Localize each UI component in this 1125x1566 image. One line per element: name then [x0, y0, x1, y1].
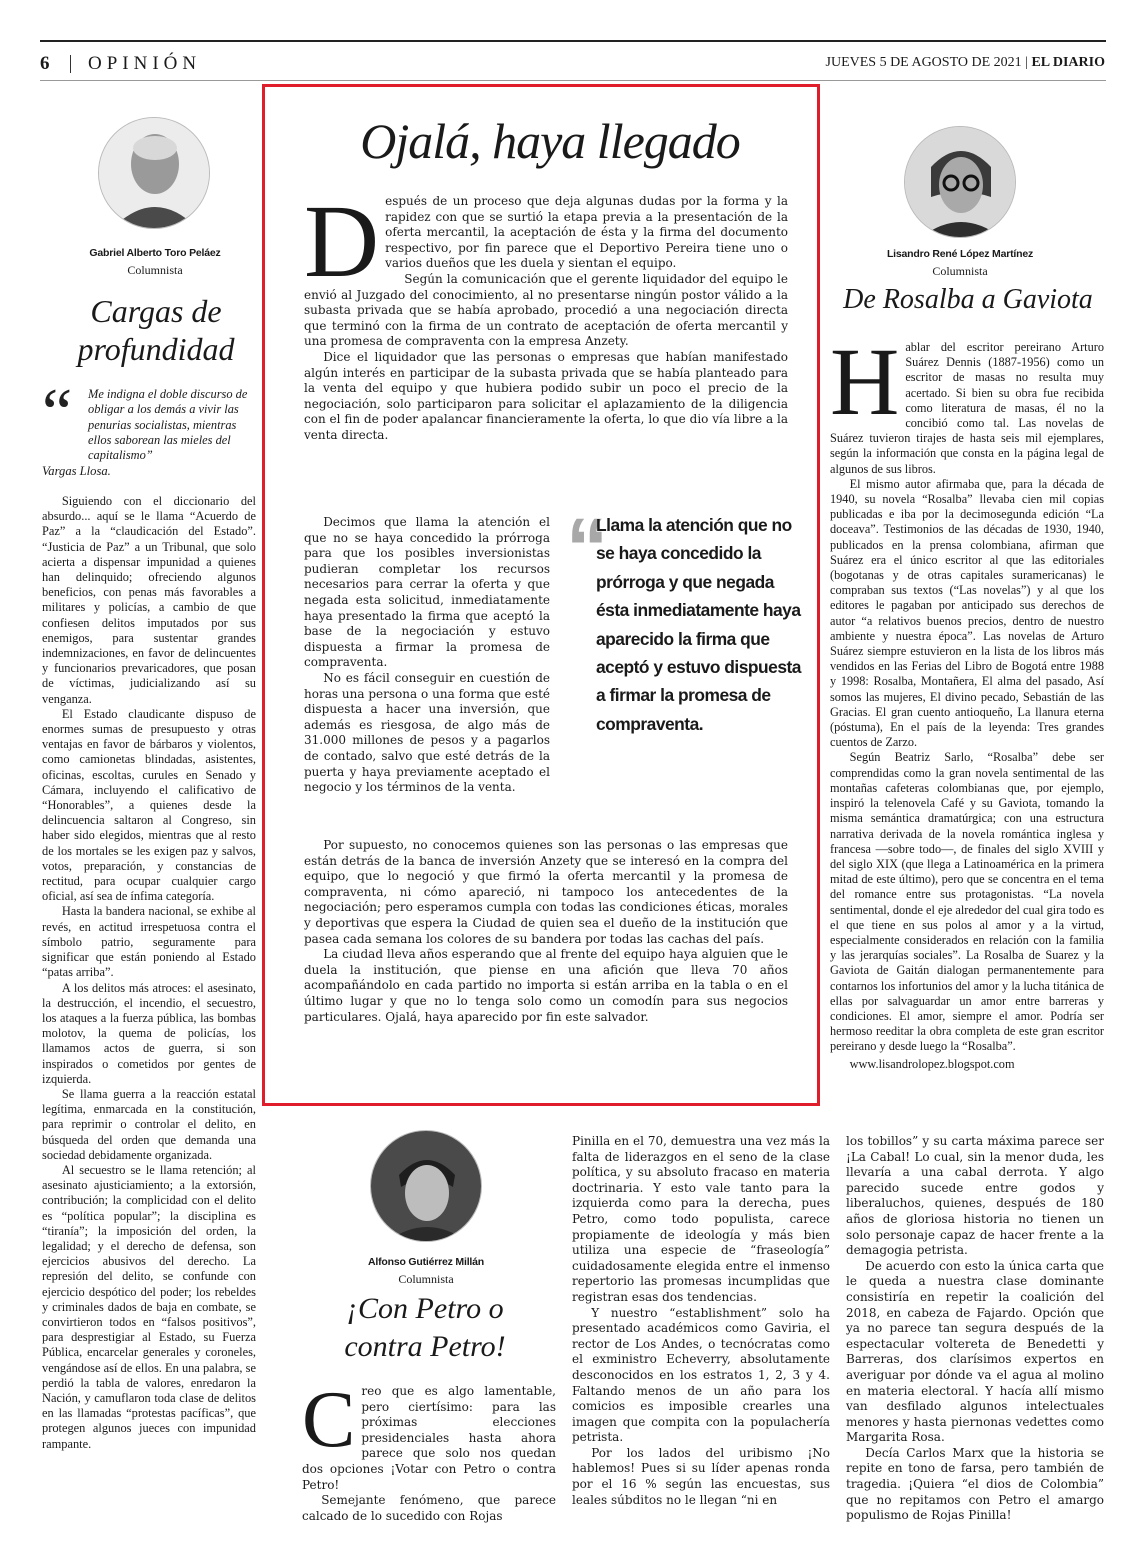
bottom-paragraph: Y nuestro “establishment” solo ha presentado académicos como Gaviria, el rector de Los Andes, o tecnócratas como el exministro Echeverry, absolutamente desconocidos en los estratos 1, 2, 3 y 4. Faltando menos de un año para los comicios es imposible crearles una imagen que compita con la populachería petrista. — [572, 1305, 830, 1445]
right-paragraph: Según Beatriz Sarlo, “Rosalba” debe ser comprendidas como la gran novela sentimental de las montañas cafeteras colombianas que, por ejemplo, inspiró la telenovela Café y su Gaviota, tomando la misma semántica dramatúrgica; con una estructura narrativa derivada de la novela romántica inglesa y francesa —sobre todo—, de finales del siglo XVIII y del siglo XIX (que llega a Latinoamérica en la primera mitad de este último), pero que se concentra en el tema del romance entre sus protagonistas. “La novela sentimental, donde el eje alrededor del cual gira todo es el que tiene en sus polos al amor y a la virtud, especialmente considerados en relación con la familia y las jerarquías sociales”. La Rosalba de Suarez y la Gaviota de Gaitán dialogan permanentemente para contarnos los infortunios del amor y la lucha titánica de ellas por salvaguardar un amor entre barreras y condiciones. El amor, siempre el amor. Podría ser hermoso reeditar la obra completa de este gran escritor pereirano y desde luego la “Rosalba”. — [830, 750, 1104, 1054]
epigraph-quote-icon: “ — [42, 374, 73, 450]
bottom-col-1 — [302, 1376, 556, 1524]
bottom-paragraph: Por los lados del uribismo ¡No hablemos! Pues si su líder apenas ronda por el 16 % según las encuestas, sus leales súbditos no le llegan “ni en — [572, 1445, 830, 1507]
main-paragraph: Según la comunicación que el gerente liquidador del equipo le envió al Juzgado del conocimiento, al no presentarse ningún postor válido a la subasta privada que se había aprobado, procedió a una negociación directa que terminó con la firma de un contrato de aceptación de oferta mercantil y una promesa de compraventa con la empresa Anzety. — [304, 271, 788, 349]
bottom-dropcap: C — [302, 1376, 356, 1464]
column-title-gutierrez — [300, 1290, 550, 1366]
bottom-col-2 — [572, 1134, 830, 1508]
bottom-paragraph: Pinilla en el 70, demuestra una vez más la falta de liderazgos en el seno de la clase política, y su absoluto fracaso en materia doctrinaria. Y esto vale tanto para la izquierda como para la derecha, pues Petro, como todo populista, carece propiamente de ideología y más bien utiliza una especie de “fraseología” cuidadosamente elegida entre el inmenso repertorio las promesas incumplidas que registran esas dos tendencias. — [572, 1134, 830, 1304]
portrait-icon — [905, 127, 1016, 238]
pull-quote-icon: “ — [566, 501, 608, 595]
header-rule — [40, 80, 1106, 81]
main-article-top — [304, 184, 788, 444]
author-role-lopez: Columnista — [932, 264, 988, 278]
column-title-toro: Cargas de profundidad — [77, 293, 235, 367]
left-paragraph: A los delitos más atroces: el asesinato, la destrucción, el incendio, el secuestro, los ataques a la fuerza pública, las bombas molotov, la quema de policías, los llamamos actos de guerra, si son inspirados o cometidos por gentes de izquierda. — [42, 980, 256, 1086]
main-article-title: Ojalá, haya llegado — [360, 113, 740, 169]
author-photo-lopez — [904, 126, 1016, 238]
pull-quote: Llama la atención que no se haya concedido la prórroga y que negada ésta inmediatamente haya aparecido la firma que aceptó y estuvo dispuesta a firmar la promesa de compraventa. — [596, 515, 801, 734]
left-paragraph: Al secuestro se le llama retención; al asesinato ajusticiamiento; a la extorsión, contribución; la complicidad con el delito es “política popular”; la disciplina es “tiranía”; la imposición del orden, la legalidad; y el derecho de defensa, son ejercicios abusivos del derecho. La represión del delito, se confunde con ejercicio despótico del poder; los rebeldes y criminales dados de baja en combate, se convirtieron todos en “falsos positivos”, para desprestigiar al Estado, su Fuerza Pública, encarcelar generales y coroneles, vengándose así de ellos. En una palabra, se perdió la tabla de valores, enredaron la Nación, y camuflaron toda clase de delitos en las llamadas “protestas pacíficas”, que protegen algunos jueces con impunidad rampante. — [42, 1162, 256, 1451]
author-photo-toro — [98, 117, 210, 229]
author-name-gutierrez: Alfonso Gutiérrez Millán — [368, 1256, 484, 1268]
author-photo-gutierrez — [370, 1130, 482, 1242]
main-paragraph: Por supuesto, no conocemos quienes son las personas o las empresas que están detrás de la banca de inversión Anzety que se interesó en la compra del equipo, que lo negoció y que firmó la oferta mercantil y la promesa de compraventa, ni cómo apareció, ni tampoco los antecedentes de la negociación; pero esperamos cumpla con todas las condiciones éticas, morales y deportivas que espera la Ciudad de quien sea el dueño de la institución que pasea cada semana los colores de su bandera por todas las cachas del país. — [304, 838, 788, 946]
right-lead: ablar del escritor pereirano Arturo Suárez Dennis (1887-1956) como un escritor de masas no resulta muy acertado. Si bien su obra fue recibida como literatura de masas, él no la concibió como tal. Las novelas de Suárez tuvieron tirajes de hasta seis mil ejemplares, según la información que consta en la página legal de algunos de sus libros. — [830, 340, 1104, 476]
top-rule — [40, 40, 1106, 42]
author-name-toro: Gabriel Alberto Toro Peláez — [89, 247, 221, 259]
right-paragraph: El mismo autor afirmaba que, para la década de 1940, su novela “Rosalba” llevaba cien mil copias publicadas e iba por la decimosegunda edición “La doceava”. Testimonios de las décadas de 1930, 1940, publicados en la prensa colombiana, afirman que Suárez era el único escritor al que las editoriales (bogotanas y de otras capitales suramericanas) le compraban sus textos (“Las novelas”) y al que los editores le pagaban por anticipado sus derechos de autor “a relativos buenos precios, dentro de nuestro ambiente y nuestra época”. Las novelas de Arturo Suárez siempre estuvieron en la lista de los libros más vendidos en las Ferias del Libro de Bogotá entre 1988 y 1998: Rosalba, Montañera, El alma del pasado, Así somos las mujeres, El divino pecado, Sebastián de las Gracias. El gran cuento antioqueño, La llanura eterna (póstuma), En el país de la leyenda: Tres grandes cuentos de Zarzo. — [830, 476, 1104, 750]
left-paragraph: Se llama guerra a la reacción estatal legítima, enmarcada en la constitución, para reprimir o controlar el delito, en búsqueda del orden que demanda una sociedad debidamente organizada. — [42, 1086, 256, 1162]
title-line: contra Petro! — [344, 1330, 506, 1363]
left-column-body — [42, 494, 256, 1452]
column-title-lopez: De Rosalba a Gaviota — [843, 284, 1093, 315]
left-paragraph: El Estado claudicante dispuso de enormes sumas de presupuesto y otras ventajas en favor de bárbaros y violentos, como camionetas blindadas, asistentes, oficinas, escoltas, curules en Senado y Cámara, incluyendo el calificativo de “Honorables”, a quienes desde la delincuencia saltaron al Congreso, sin haber sido elegidos, mientras que al resto de los mortales se les exigen paz y salvos, votos, preparación, y constancias de rectitud, para ocupar cualquier cargo oficial, así sea de ínfima categoría. — [42, 706, 256, 904]
main-paragraph: No es fácil conseguir en cuestión de horas una persona o una forma que esté dispuesta a hacer una inversión, que además es riesgosa, de algo más de 31.000 millones de pesos y a pagarlos de contado, salvo que esté detrás de la puerta y haya previamente aceptado el negocio y los términos de la venta. — [304, 670, 550, 795]
header-separator — [70, 55, 71, 73]
page-number: 6 — [40, 53, 50, 74]
right-column-body — [830, 328, 1104, 1072]
author-role-gutierrez: Columnista — [398, 1272, 454, 1286]
bottom-paragraph: Semejante fenómeno, que parece calcado de lo sucedido con Rojas — [302, 1493, 556, 1523]
main-lead: espués de un proceso que deja algunas dudas por la forma y la rapidez con que se surtió la etapa previa a la presentación de la oferta mercantil, la aceptación de ésta y la firma del documento respectivo, por fin parece que el Deportivo Pereira tiene uno o varios dueños que les duela y sientan el equipo. — [385, 194, 788, 271]
portrait-icon — [99, 118, 210, 229]
bottom-paragraph: los tobillos” y su carta máxima parece ser ¡La Cabal! Lo cual, sin la menor duda, les llevaría a una cabal derrota. Y algo parecido sucede entre godos y liberaluchos, quienes, después de 180 años de gloriosa historia no tienen un solo personaje capaz de hacer frente a la demagogia petrista. — [846, 1134, 1104, 1258]
author-name-lopez: Lisandro René López Martínez — [886, 248, 1034, 260]
epigraph-author: Vargas Llosa. — [42, 464, 111, 478]
author-website: www.lisandrolopez.blogspot.com — [849, 1056, 1015, 1071]
header-date: JUEVES 5 DE AGOSTO DE 2021 — [825, 55, 1022, 70]
main-paragraph: Decimos que llama la atención el que no se haya concedido la prórroga para que los posibles inversionistas pudieran completar los recursos necesarios para cerrar la oferta y que negada esta solicitud, inmediatamente haya presentado la firma que aceptó la base de la negociación y estuvo dispuesta a firmar la promesa de compraventa. — [304, 515, 550, 670]
portrait-icon — [371, 1131, 482, 1242]
main-article-bottom — [304, 838, 788, 1025]
header-date-line: JUEVES 5 DE AGOSTO DE 2021 | EL DIARIO — [825, 55, 1105, 70]
epigraph: Me indigna el doble discurso de obligar a los demás a vivir las penurias socialistas, mientras ellos saborean las mieles del capitalismo” — [88, 387, 248, 463]
main-paragraph: La ciudad lleva años esperando que al frente del equipo haya alguien que le duela la institución, que piense en una afición que lleva 70 años acompañándolo en cada partido no importa si están arriba en la tabla o en el último lugar y que no lo tenga solo como un comodín para sus negocios particulares. Ojalá, haya aparecido por fin este salvador. — [304, 947, 788, 1024]
section-name: OPINIÓN — [88, 53, 202, 74]
bottom-paragraph: Decía Carlos Marx que la historia se repite en tono de farsa, pero también de tragedia. ¡Quiera “el dios de Colombia” que no repitamos con Petro el amargo populismo de Rojas Pinilla! — [846, 1445, 1104, 1523]
author-role-toro: Columnista — [127, 263, 183, 277]
right-dropcap: H — [830, 328, 900, 435]
bottom-col-3 — [846, 1134, 1104, 1524]
left-paragraph: Hasta la bandera nacional, se exhibe al revés, en actitud irrespetuosa contra el símbolo patrio, seguramente para significar que están poniendo al Estado “patas arriba”. — [42, 904, 256, 980]
title-line: ¡Con Petro o — [346, 1292, 504, 1325]
main-dropcap: D — [304, 184, 380, 299]
newspaper-name: EL DIARIO — [1031, 55, 1105, 70]
bottom-paragraph: De acuerdo con esto la única carta que le queda a nuestra clase dominante consistiría en repetir la coalición del 2018, en cabeza de Fajardo. Opción que ya no parece tan segura después de la espectacular voltereta de Benedetti y Barreras, dos clarísimos expertos en averiguar por dónde va el agua al molino en materia electoral. Y hacía allí mismo van desfilado algunos intelectuales menores y hasta piernonas vedettes como Margarita Rosa. — [846, 1258, 1104, 1445]
main-article-narrow — [304, 515, 550, 796]
bottom-lead: reo que es algo lamentable, pero ciertísimo: para las próximas elecciones presidenciales hasta ahora parece que solo nos quedan dos opciones ¡Votar con Petro o contra Petro! — [302, 1384, 556, 1492]
left-paragraph: Siguiendo con el diccionario del absurdo... aquí se le llama “Acuerdo de Paz” a la “claudicación del Estado”. “Justicia de Paz” a un Tribunal, que solo acierta a dispensar impunidad a quienes han delinquido; ofreciendo algunos beneficios, con penas más favorables a militares y policías, a cambio de que confiesen delitos imputados por sus enemigos, para sustentar grandes indemnizaciones, en favor de delincuentes y funcionarios prevaricadores, que posan de víctimas, judicializando así su venganza. — [42, 494, 256, 706]
main-paragraph: Dice el liquidador que las personas o empresas que habían manifestado algún interés en participar de la subasta privada que se había planteado para la venta del equipo y que hubiera podido subir un poco el precio de la negociación, solo participaron para solicitar el aplazamiento de la diligencia con el fin de poder apalancar financieramente la oferta, lo que dio vía libre a la venta directa. — [304, 349, 788, 442]
